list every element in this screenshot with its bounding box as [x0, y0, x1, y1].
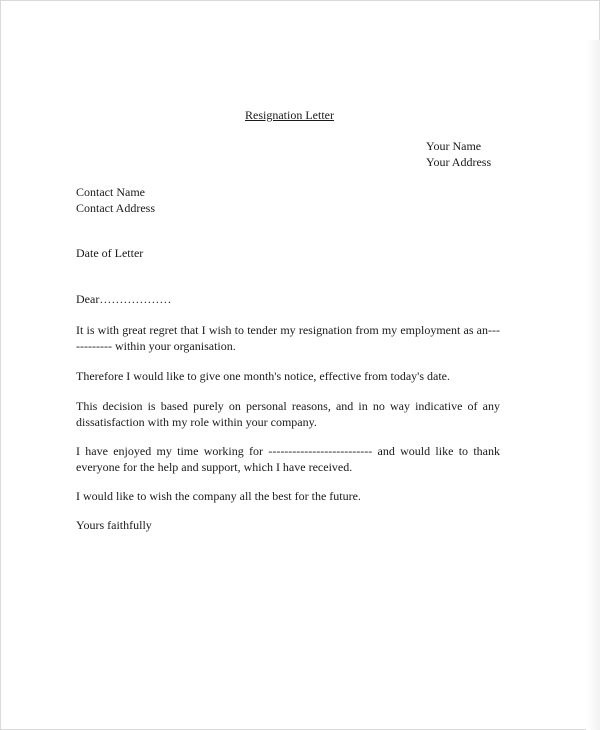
- body-paragraph: I would like to wish the company all the best for the future.: [76, 489, 361, 503]
- recipient-block: [76, 184, 155, 216]
- letter-title: Resignation Letter: [245, 108, 334, 122]
- recipient-address: Contact Address: [76, 201, 155, 215]
- body-paragraph: This decision is based purely on personal reasons, and in no way indicative of any dissatisfaction with my role within your company.: [76, 399, 500, 429]
- body-paragraph: I have enjoyed my time working for -------------------------- and would like to thank everyone for the help and support, which I have received.: [76, 444, 500, 474]
- letter-date: Date of Letter: [76, 246, 144, 260]
- salutation: Dear………………: [76, 292, 172, 306]
- closing-line: Yours faithfully: [76, 518, 152, 532]
- recipient-name: Contact Name: [76, 185, 145, 199]
- page-edge-shadow: [586, 40, 600, 730]
- body-paragraph: It is with great regret that I wish to tender my resignation from my employment as an------------ within your organisation.: [76, 323, 500, 353]
- sender-address: Your Address: [426, 155, 492, 169]
- body-paragraph: Therefore I would like to give one month's notice, effective from today's date.: [76, 369, 450, 383]
- sender-name: Your Name: [426, 139, 482, 153]
- sender-block: [426, 138, 491, 170]
